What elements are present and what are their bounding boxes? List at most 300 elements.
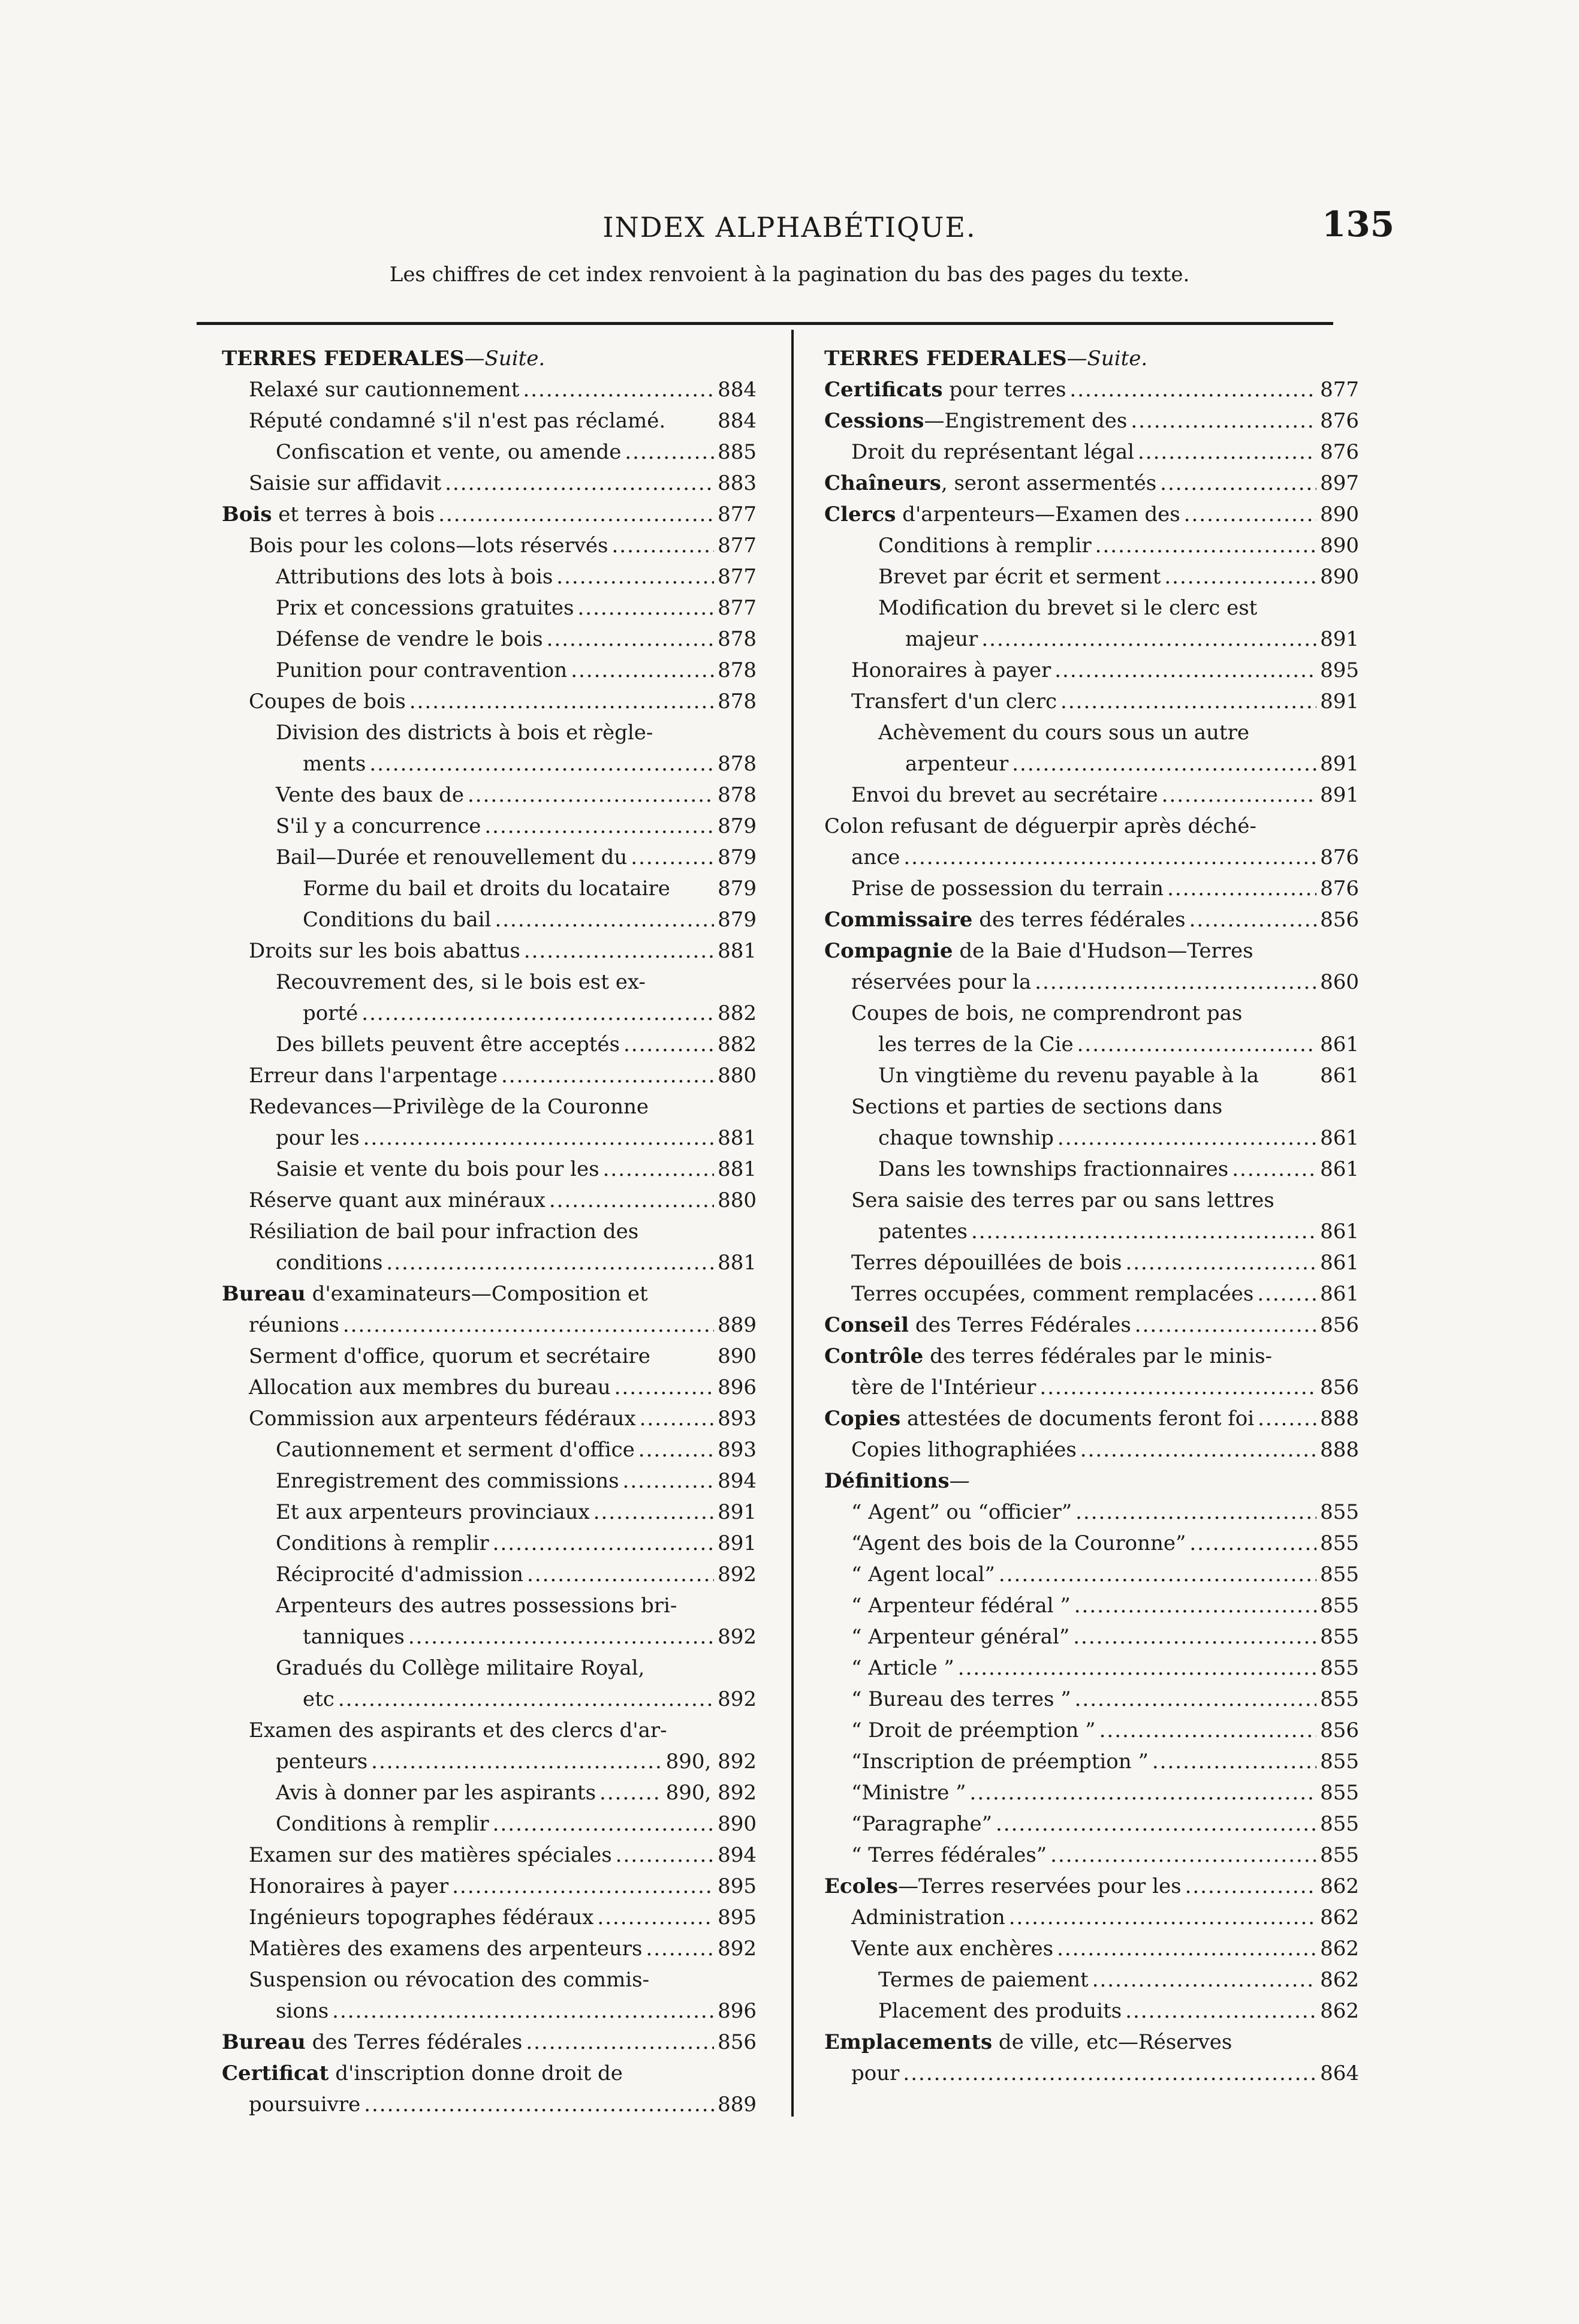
index-entry — [824, 935, 1364, 998]
index-entry-text — [851, 1621, 1069, 1652]
index-entry-label: Brevet par écrit et serment — [878, 565, 1161, 589]
index-entry-text — [276, 561, 553, 592]
index-entry — [222, 1902, 761, 1933]
page-reference: 861 — [1320, 1157, 1359, 1181]
page-reference: 879 — [718, 845, 757, 869]
page-reference: 877 — [718, 534, 757, 558]
index-entry — [222, 1777, 761, 1808]
index-entry-text — [276, 1777, 596, 1808]
index-entry-label: Droit du représentant légal — [851, 440, 1134, 464]
index-entry — [824, 811, 1364, 873]
index-entry-line — [878, 530, 1359, 561]
page-reference: 876 — [1320, 440, 1359, 464]
index-entry — [824, 1091, 1364, 1154]
leader-dots — [1060, 686, 1316, 717]
page-reference: 877 — [718, 502, 757, 526]
page-reference: 884 — [718, 409, 757, 433]
index-entry-line — [824, 1309, 1359, 1341]
index-entry-line — [276, 1434, 757, 1465]
index-entry — [222, 1964, 761, 2027]
index-entry-text — [851, 1933, 1053, 1964]
index-entry — [824, 1309, 1364, 1341]
index-entry — [824, 1933, 1364, 1964]
index-entry-label: Suspension ou révocation des commis- — [249, 1968, 650, 1992]
index-entry-text — [824, 811, 1256, 842]
index-entry-continuation — [824, 967, 1359, 998]
index-entry-label: Coupes de bois, ne comprendront pas — [851, 1001, 1243, 1025]
index-entry — [824, 405, 1364, 436]
index-entry-label: Placement des produits — [878, 1999, 1122, 2023]
index-entry — [824, 1434, 1364, 1465]
index-entry-label: Saisie et vente du bois pour les — [276, 1157, 599, 1181]
index-entry-line — [276, 1777, 757, 1808]
index-entry-line — [824, 405, 1359, 436]
index-entry-text — [851, 1559, 995, 1590]
index-entry-text — [276, 842, 627, 873]
index-entry — [824, 592, 1364, 655]
index-entry-continuation — [851, 1029, 1359, 1060]
index-entry-continuation — [824, 1372, 1359, 1403]
page-reference: 856 — [1320, 1375, 1359, 1399]
index-entry-text — [824, 1871, 1182, 1902]
index-entry-label: Gradués du Collège militaire Royal, — [276, 1656, 645, 1680]
index-entry-text — [276, 1590, 677, 1621]
page-reference: 878 — [718, 690, 757, 714]
leader-dots — [903, 2058, 1316, 2089]
index-entry-text — [303, 904, 491, 935]
leader-dots — [1035, 967, 1316, 998]
leader-dots — [1125, 1247, 1316, 1278]
index-entry-line — [249, 374, 757, 405]
index-headword: Copies — [824, 1407, 901, 1431]
index-entry-text — [276, 1652, 644, 1684]
index-entry-text — [851, 1777, 966, 1808]
index-entry — [824, 1559, 1364, 1590]
leader-dots — [571, 655, 714, 686]
index-entry — [824, 468, 1364, 499]
index-entry-label: Bois pour les colons—lots réservés — [249, 534, 608, 558]
index-entry-label: d'inscription donne droit de — [329, 2061, 623, 2085]
index-entry-continuation — [222, 1309, 757, 1341]
leader-dots — [603, 1154, 715, 1185]
index-entry — [222, 1652, 761, 1715]
index-entry-line — [878, 1995, 1359, 2027]
page-reference: 882 — [718, 1032, 757, 1056]
index-entry-text — [276, 1559, 523, 1590]
page-reference: 880 — [718, 1188, 757, 1212]
index-entry — [824, 1185, 1364, 1247]
index-entry-text — [851, 1185, 1274, 1216]
index-entry-line — [878, 561, 1359, 592]
leader-dots — [1162, 779, 1316, 811]
index-entry-label: Vente aux enchères — [851, 1937, 1054, 1961]
page-reference: 862 — [1320, 1999, 1359, 2023]
leader-dots — [495, 904, 714, 935]
index-entry-continuation-text: ance — [851, 845, 900, 869]
index-entry-line — [851, 1621, 1359, 1652]
index-entry-text — [249, 468, 441, 499]
leader-dots — [363, 1122, 714, 1154]
page-reference: 885 — [718, 440, 757, 464]
index-entry-text — [276, 1465, 619, 1497]
leader-dots — [343, 1309, 714, 1341]
index-entry-line — [851, 655, 1359, 686]
index-entry-continuation-text: les terres de la Cie — [878, 1032, 1074, 1056]
page-reference: 890 — [1320, 534, 1359, 558]
page-reference: 897 — [1320, 471, 1359, 495]
index-entry — [222, 2058, 761, 2120]
leader-dots — [1057, 1933, 1316, 1964]
index-entry-text — [824, 904, 1186, 935]
page-reference: 890, 892 — [665, 1781, 757, 1805]
index-entry-line — [878, 1154, 1359, 1185]
index-entry-text — [276, 655, 567, 686]
leader-dots — [631, 842, 714, 873]
index-entry — [222, 1590, 761, 1652]
leader-dots — [409, 686, 714, 717]
leader-dots — [599, 1777, 662, 1808]
leader-dots — [1232, 1154, 1316, 1185]
index-entry-text — [851, 1652, 954, 1684]
index-entry-label: Division des districts à bois et règle- — [276, 721, 653, 745]
page-reference: 856 — [718, 2030, 757, 2054]
index-entry — [824, 1777, 1364, 1808]
index-entry — [824, 1528, 1364, 1559]
index-entry-text — [249, 1964, 649, 1995]
index-entry-label: et terres à bois — [272, 502, 435, 526]
index-entry-text — [851, 1808, 992, 1840]
index-entry-label: Terres dépouillées de bois — [851, 1251, 1122, 1275]
page-reference: 855 — [1320, 1843, 1359, 1867]
page-reference: 855 — [1320, 1563, 1359, 1587]
index-entry — [222, 1434, 761, 1465]
index-entry-label: Sera saisie des terres par ou sans lettres — [851, 1188, 1274, 1212]
index-entry — [824, 998, 1364, 1060]
index-entry-label: Copies lithographiées — [851, 1438, 1077, 1462]
index-entry-line — [303, 904, 757, 935]
page-reference: 880 — [718, 1064, 757, 1088]
leader-dots — [646, 1933, 714, 1964]
index-entry-continuation — [851, 1122, 1359, 1154]
index-entry-label: Honoraires à payer — [851, 658, 1051, 682]
index-entry-label: des Terres fédérales — [305, 2030, 523, 2054]
index-entry-text — [851, 998, 1242, 1029]
index-entry-label: —Engistrement des — [924, 409, 1128, 433]
leader-dots — [1160, 468, 1316, 499]
index-entry-label: — — [949, 1469, 970, 1493]
page-reference: 896 — [718, 1375, 757, 1399]
index-entry-text — [824, 1341, 1272, 1372]
index-entry — [222, 935, 761, 967]
index-entry — [824, 499, 1364, 530]
index-entry-text — [276, 1497, 590, 1528]
leader-dots — [623, 1029, 714, 1060]
index-entry-text — [276, 1808, 489, 1840]
index-entry-label: —Terres reservées pour les — [897, 1874, 1182, 1898]
page-reference: 878 — [718, 752, 757, 776]
index-entry-text — [824, 1309, 1131, 1341]
index-headword: Certificats — [824, 378, 943, 402]
index-entry — [222, 1060, 761, 1091]
index-entry-label: Forme du bail et droits du locataire — [303, 877, 670, 901]
page-reference: 889 — [718, 1313, 757, 1337]
leader-dots — [593, 1497, 714, 1528]
index-entry-line — [276, 1497, 757, 1528]
index-entry-label: “ Bureau des terres ” — [851, 1687, 1071, 1711]
page-reference: 855 — [1320, 1812, 1359, 1836]
index-entry-label: Droits sur les bois abattus — [249, 939, 520, 963]
index-entry — [222, 1933, 761, 1964]
index-entry — [222, 530, 761, 561]
index-entry-text — [222, 2058, 623, 2089]
leader-dots — [1152, 1746, 1316, 1777]
leader-dots — [1185, 1871, 1317, 1902]
index-entry-label: Erreur dans l'arpentage — [249, 1064, 498, 1088]
index-entry-label: Sections et parties de sections dans — [851, 1095, 1223, 1119]
index-entry-continuation — [222, 2089, 757, 2120]
index-entry — [222, 717, 761, 779]
index-entry-text — [222, 2027, 522, 2058]
index-entry — [222, 779, 761, 811]
page-reference: 889 — [718, 2093, 757, 2117]
page-reference: 855 — [1320, 1687, 1359, 1711]
index-entry-text — [249, 1403, 636, 1434]
index-entry-label: Dans les townships fractionnaires — [878, 1157, 1229, 1181]
index-entry — [222, 811, 761, 842]
index-entry — [222, 655, 761, 686]
index-entry-line — [851, 998, 1359, 1029]
leader-dots — [1167, 873, 1316, 904]
index-entry-line — [222, 499, 757, 530]
index-entry-line — [824, 1465, 1359, 1497]
index-entry-continuation — [249, 1247, 757, 1278]
page-reference: 861 — [1320, 1220, 1359, 1244]
page-reference: 856 — [1320, 908, 1359, 932]
page-reference: 891 — [718, 1531, 757, 1555]
index-entry-line — [851, 1777, 1359, 1808]
index-entry-text — [249, 1871, 448, 1902]
index-entry-continuation — [249, 1746, 757, 1777]
leader-dots — [597, 1902, 714, 1933]
index-entry — [824, 374, 1364, 405]
page-reference: 876 — [1320, 877, 1359, 901]
page-reference: 890 — [718, 1812, 757, 1836]
leader-dots — [903, 842, 1316, 873]
index-entry — [222, 561, 761, 592]
index-entry-text — [276, 1029, 620, 1060]
page-reference: 855 — [1320, 1656, 1359, 1680]
index-headword: Compagnie — [824, 939, 953, 963]
index-entry-line — [878, 1964, 1359, 1995]
page-reference: 878 — [718, 783, 757, 807]
index-entry-continuation — [276, 1621, 757, 1652]
index-entry-line — [276, 436, 757, 468]
leader-dots — [1125, 1995, 1316, 2027]
index-entry-line — [851, 1497, 1359, 1528]
page-reference: 888 — [1320, 1407, 1359, 1431]
index-entry-text — [851, 686, 1057, 717]
index-entry-continuation-text: réunions — [249, 1313, 339, 1337]
index-entry-line — [276, 1029, 757, 1060]
index-entry-label: des Terres Fédérales — [909, 1313, 1131, 1337]
index-entry — [222, 592, 761, 624]
index-entry-text — [276, 592, 574, 624]
index-entry-label: Coupes de bois — [249, 690, 406, 714]
index-entry-line — [249, 1216, 757, 1247]
index-entry-label: Un vingtième du revenu payable à la — [878, 1064, 1259, 1088]
index-entry-label: Réserve quant aux minéraux — [249, 1188, 546, 1212]
leader-dots — [1050, 1840, 1316, 1871]
index-entry-continuation-text: poursuivre — [249, 2093, 361, 2117]
index-headword: Chaîneurs — [824, 471, 941, 495]
index-entry-continuation-text: sions — [276, 1999, 329, 2023]
index-entry-label: “Inscription de préemption ” — [851, 1750, 1149, 1774]
leader-dots — [332, 1995, 714, 2027]
index-entry-line — [276, 561, 757, 592]
index-entry-text — [249, 1185, 546, 1216]
index-entry-line — [276, 842, 757, 873]
index-entry — [824, 1154, 1364, 1185]
index-entry-label: Examen des aspirants et des clercs d'ar- — [249, 1718, 667, 1742]
index-entry-text — [851, 1247, 1122, 1278]
index-entry-label: Vente des baux de — [276, 783, 464, 807]
leader-dots — [484, 811, 714, 842]
index-entry-text — [878, 1995, 1122, 2027]
index-entry-continuation — [878, 624, 1359, 655]
index-entry-text — [851, 1684, 1071, 1715]
leader-dots — [438, 499, 714, 530]
page-reference: 861 — [1320, 1251, 1359, 1275]
leader-dots — [1164, 561, 1316, 592]
index-entry-line — [249, 1185, 757, 1216]
index-entry-line — [276, 1808, 757, 1840]
page-reference: 890 — [1320, 502, 1359, 526]
index-entry-text — [878, 1964, 1089, 1995]
page-reference: 890 — [1320, 565, 1359, 589]
index-entry-continuation-text: tanniques — [303, 1625, 405, 1649]
index-entry-label: Recouvrement des, si le bois est ex- — [276, 970, 646, 994]
index-entry — [222, 405, 761, 436]
index-entry-text — [824, 499, 1180, 530]
index-entry-line — [249, 1091, 757, 1122]
page-reference: 861 — [1320, 1032, 1359, 1056]
index-entry-continuation — [276, 1684, 757, 1715]
index-entry-label: des terres fédérales — [972, 908, 1186, 932]
page-reference: 862 — [1320, 1968, 1359, 1992]
page-reference: 888 — [1320, 1438, 1359, 1462]
index-entry-text — [851, 1746, 1149, 1777]
index-entry — [824, 530, 1364, 561]
leader-dots — [1095, 530, 1316, 561]
index-entry-line — [276, 717, 757, 748]
index-entry-line — [276, 1590, 757, 1621]
index-entry-label: Transfert d'un clerc — [851, 690, 1057, 714]
page-reference: 878 — [718, 658, 757, 682]
index-entry-line — [249, 1902, 757, 1933]
index-entry-line — [878, 592, 1359, 624]
index-entry-text — [878, 717, 1249, 748]
index-entry-label: Et aux arpenteurs provinciaux — [276, 1500, 590, 1524]
page-reference: 855 — [1320, 1500, 1359, 1524]
index-entry-text — [851, 779, 1158, 811]
leader-dots — [614, 1372, 714, 1403]
index-entry-continuation — [249, 1995, 757, 2027]
index-entry — [824, 1684, 1364, 1715]
index-headword: Emplacements — [824, 2030, 993, 2054]
page-reference: 881 — [718, 939, 757, 963]
index-entry-label: “Ministre ” — [851, 1781, 966, 1805]
index-entry-text — [851, 655, 1051, 686]
page-reference: 890, 892 — [665, 1750, 757, 1774]
index-entry — [824, 1871, 1364, 1902]
page-reference: 892 — [718, 1563, 757, 1587]
index-entry-line — [851, 1278, 1359, 1309]
index-entry-label: des terres fédérales par le minis- — [923, 1344, 1273, 1368]
index-entry-label: Attributions des lots à bois — [276, 565, 553, 589]
index-entry — [824, 1621, 1364, 1652]
index-entry-line — [851, 873, 1359, 904]
index-entry-line — [851, 1808, 1359, 1840]
index-entry-text — [276, 1434, 635, 1465]
index-entry-continuation-text: pour les — [276, 1126, 360, 1150]
index-entry-line — [851, 1684, 1359, 1715]
index-entry-label: Termes de paiement — [878, 1968, 1089, 1992]
index-entry — [222, 1840, 761, 1871]
index-entry-label: Saisie sur affidavit — [249, 471, 442, 495]
section-heading — [824, 343, 1364, 374]
index-entry-label: Cautionnement et serment d'office — [276, 1438, 635, 1462]
page-reference: 862 — [1320, 1905, 1359, 1929]
leader-dots — [1039, 1372, 1316, 1403]
index-entry-continuation-text: conditions — [276, 1251, 383, 1275]
index-entry — [222, 686, 761, 717]
index-entry — [222, 1808, 761, 1840]
index-entry-line — [249, 1372, 757, 1403]
page-reference: 894 — [718, 1843, 757, 1867]
index-headword: Conseil — [824, 1313, 909, 1337]
leader-dots — [369, 748, 714, 779]
leader-dots — [338, 1684, 714, 1715]
index-entry-text — [249, 1840, 612, 1871]
leader-dots — [1131, 405, 1316, 436]
leader-dots — [468, 779, 714, 811]
index-entry-continuation — [824, 2058, 1359, 2089]
index-entry-line — [222, 1278, 757, 1309]
index-entry-label: pour terres — [942, 378, 1066, 402]
index-entry-continuation — [276, 998, 757, 1029]
index-entry — [824, 1497, 1364, 1528]
index-entry — [222, 1497, 761, 1528]
page-reference: 892 — [718, 1687, 757, 1711]
index-entry-label: Bail—Durée et renouvellement du — [276, 845, 628, 869]
index-entry-continuation-text: chaque township — [878, 1126, 1054, 1150]
leader-dots — [999, 1559, 1316, 1590]
index-entry-line — [276, 1559, 757, 1590]
index-entry-line — [824, 935, 1359, 967]
leader-dots — [1189, 904, 1317, 935]
index-entry — [222, 1871, 761, 1902]
leader-dots — [1092, 1964, 1316, 1995]
leader-dots — [638, 1434, 714, 1465]
index-entry-continuation-text: patentes — [878, 1220, 968, 1244]
index-entry-line — [824, 811, 1359, 842]
index-entry-line — [851, 1652, 1359, 1684]
index-entry — [824, 873, 1364, 904]
index-entry-label: de ville, etc—Réserves — [992, 2030, 1233, 2054]
index-headword: Définitions — [824, 1469, 950, 1493]
index-headword: Bureau — [222, 2030, 306, 2054]
index-entry-line — [276, 655, 757, 686]
